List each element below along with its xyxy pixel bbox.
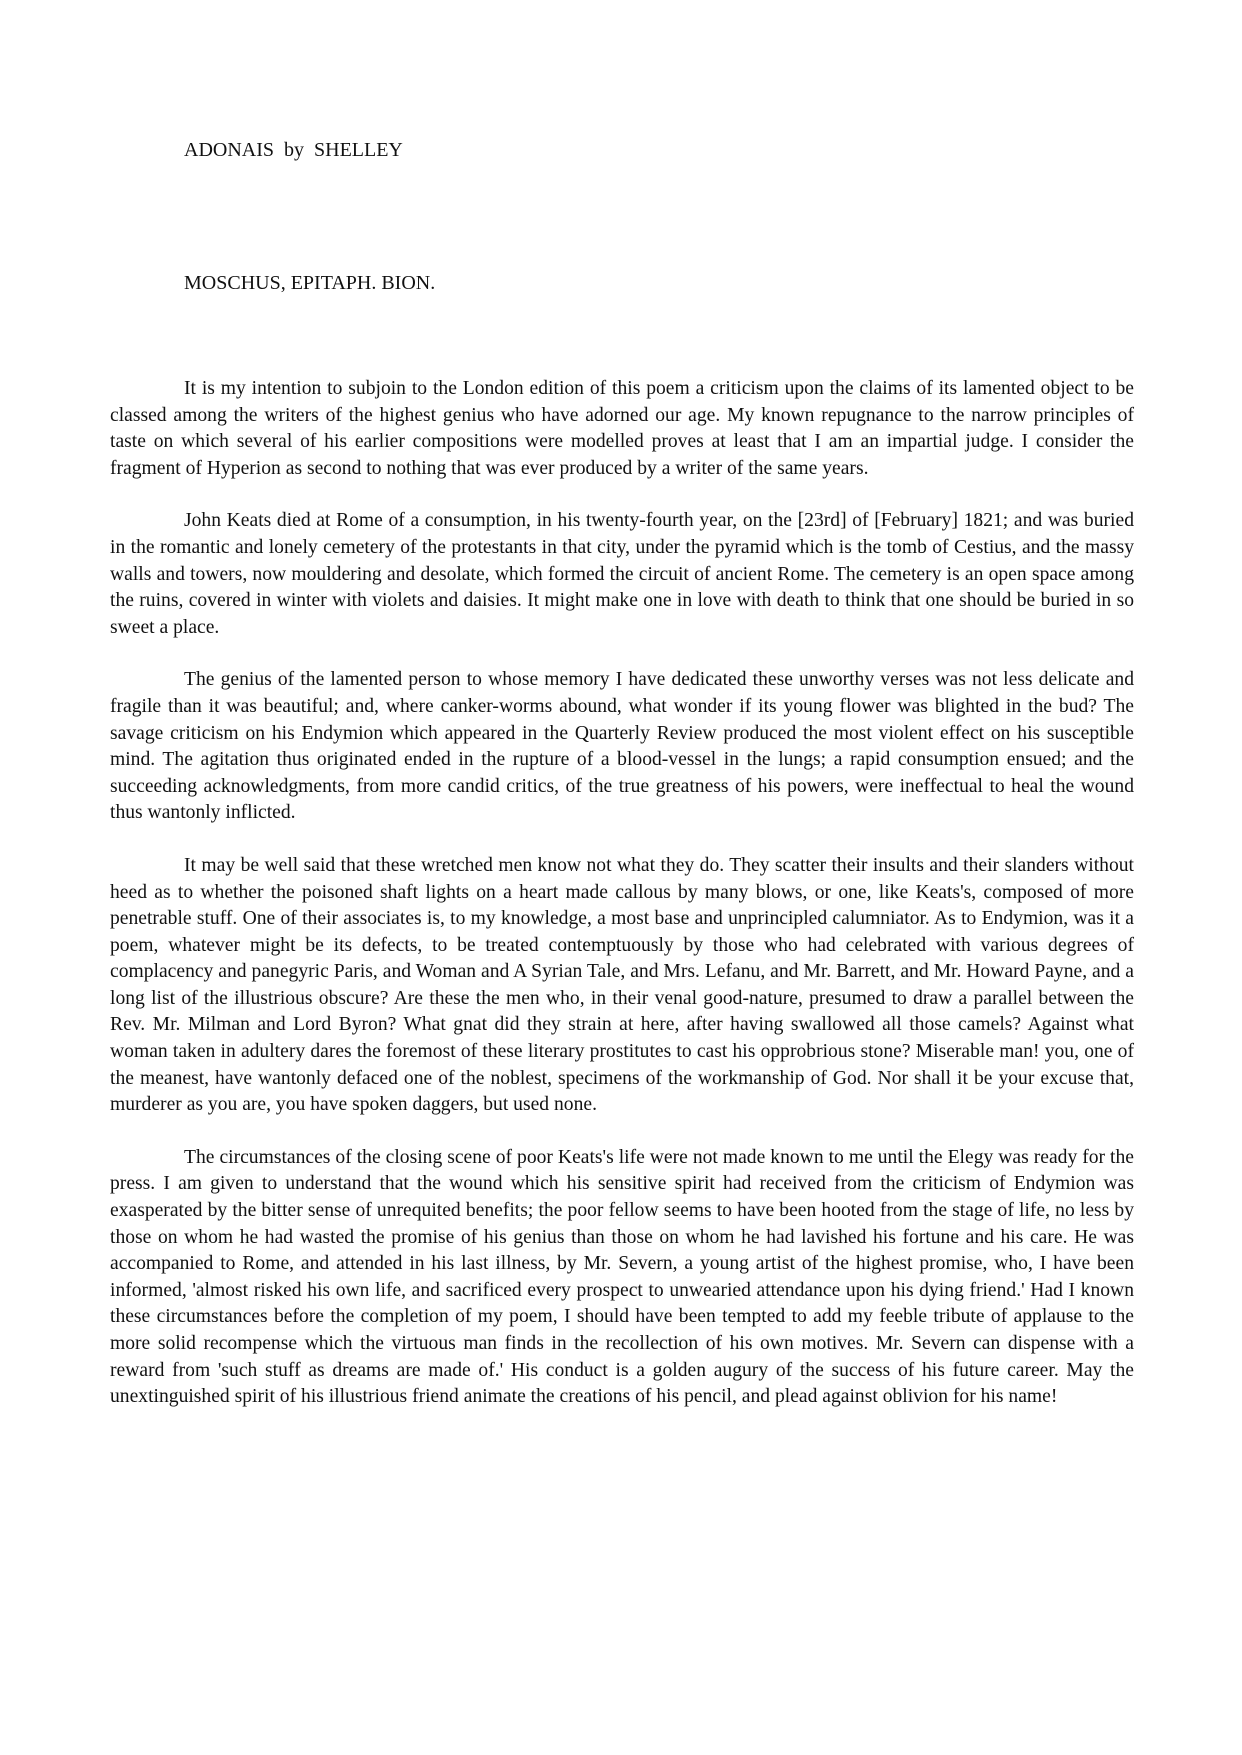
paragraph-critics: It may be well said that these wretched men know not what they do. They scatter their insults and their slanders without heed as to whether the poisoned shaft lights on a heart made callous by many blows, or one, like Keats's, composed of more penetrable stuff. One of their associates is, to my knowledge, a most base and unprincipled calumniator. As to Endymion, was it a poem, whatever might be its defects, to be treated contemptuously by those who had celebrated with various degrees of complacency and panegyric Paris, and Woman and A Syrian Tale, and Mrs. Lefanu, and Mr. Barrett, and Mr. Howard Payne, and a long list of the illustrious obscure? Are these the men who, in their venal good-nature, presumed to draw a parallel between the Rev. Mr. Milman and Lord Byron? What gnat did they strain at here, after having swallowed all those camels? Against what woman taken in adultery dares the foremost of these literary prostitutes to cast his opprobrious stone? Miserable man! you, one of the meanest, have wantonly defaced one of the noblest, specimens of the workmanship of God. Nor shall it be your excuse that, murderer as you are, you have spoken daggers, but used none. bbox=[110, 854, 1134, 1116]
preface-body bbox=[110, 376, 1134, 1437]
paragraph-severn: The circumstances of the closing scene of poor Keats's life were not made known to me until the Elegy was ready for the press. I am given to understand that the wound which his sensitive spirit had received from the criticism of Endymion was exasperated by the bitter sense of unrequited benefits; the poor fellow seems to have been hooted from the stage of life, no less by those on whom he had wasted the promise of his genius than those on whom he had lavished his fortune and his care. He was accompanied to Rome, and attended in his last illness, by Mr. Severn, a young artist of the highest promise, who, I have been informed, 'almost risked his own life, and sacrificed every prospect to unwearied attendance upon his dying friend.' Had I known these circumstances before the completion of my poem, I should have been tempted to add my feeble tribute of applause to the more solid recompense which the virtuous man finds in the recollection of his own motives. Mr. Severn can dispense with a reward from 'such stuff as dreams are made of.' His conduct is a golden augury of the success of his future career. May the unextinguished spirit of his illustrious friend animate the creations of his pencil, and plead against oblivion for his name! bbox=[110, 1146, 1134, 1408]
paragraph-genius: The genius of the lamented person to whose memory I have dedicated these unworthy verses was not less delicate and fragile than it was beautiful; and, where canker-worms abound, what wonder if its young flower was blighted in the bud? The savage criticism on his Endymion which appeared in the Quarterly Review produced the most violent effect on his susceptible mind. The agitation thus originated ended in the rupture of a blood-vessel in the lungs; a rapid consumption ensued; and the succeeding acknowledgments, from more candid critics, of the true greatness of his powers, were ineffectual to heal the wound thus wantonly inflicted. bbox=[110, 669, 1134, 824]
document-title: ADONAIS by SHELLEY bbox=[184, 139, 403, 161]
paragraph-intention: It is my intention to subjoin to the London edition of this poem a criticism upon the claims of its lamented object to be classed among the writers of the highest genius who have adorned our age. My known repugnance to the narrow principles of taste on which several of his earlier compositions were modelled proves at least that I am an impartial judge. I consider the fragment of Hyperion as second to nothing that was ever produced by a writer of the same years. bbox=[110, 378, 1134, 479]
paragraph-keats-death: John Keats died at Rome of a consumption, in his twenty-fourth year, on the [23rd] of [February] 1821; and was buried in the romantic and lonely cemetery of the protestants in that city, under the pyramid which is the tomb of Cestius, and the massy walls and towers, now mouldering and desolate, which formed the circuit of ancient Rome. The cemetery is an open space among the ruins, covered in winter with violets and daisies. It might make one in love with death to think that one should be buried in so sweet a place. bbox=[110, 510, 1134, 638]
epigraph-heading: MOSCHUS, EPITAPH. BION. bbox=[184, 272, 436, 294]
